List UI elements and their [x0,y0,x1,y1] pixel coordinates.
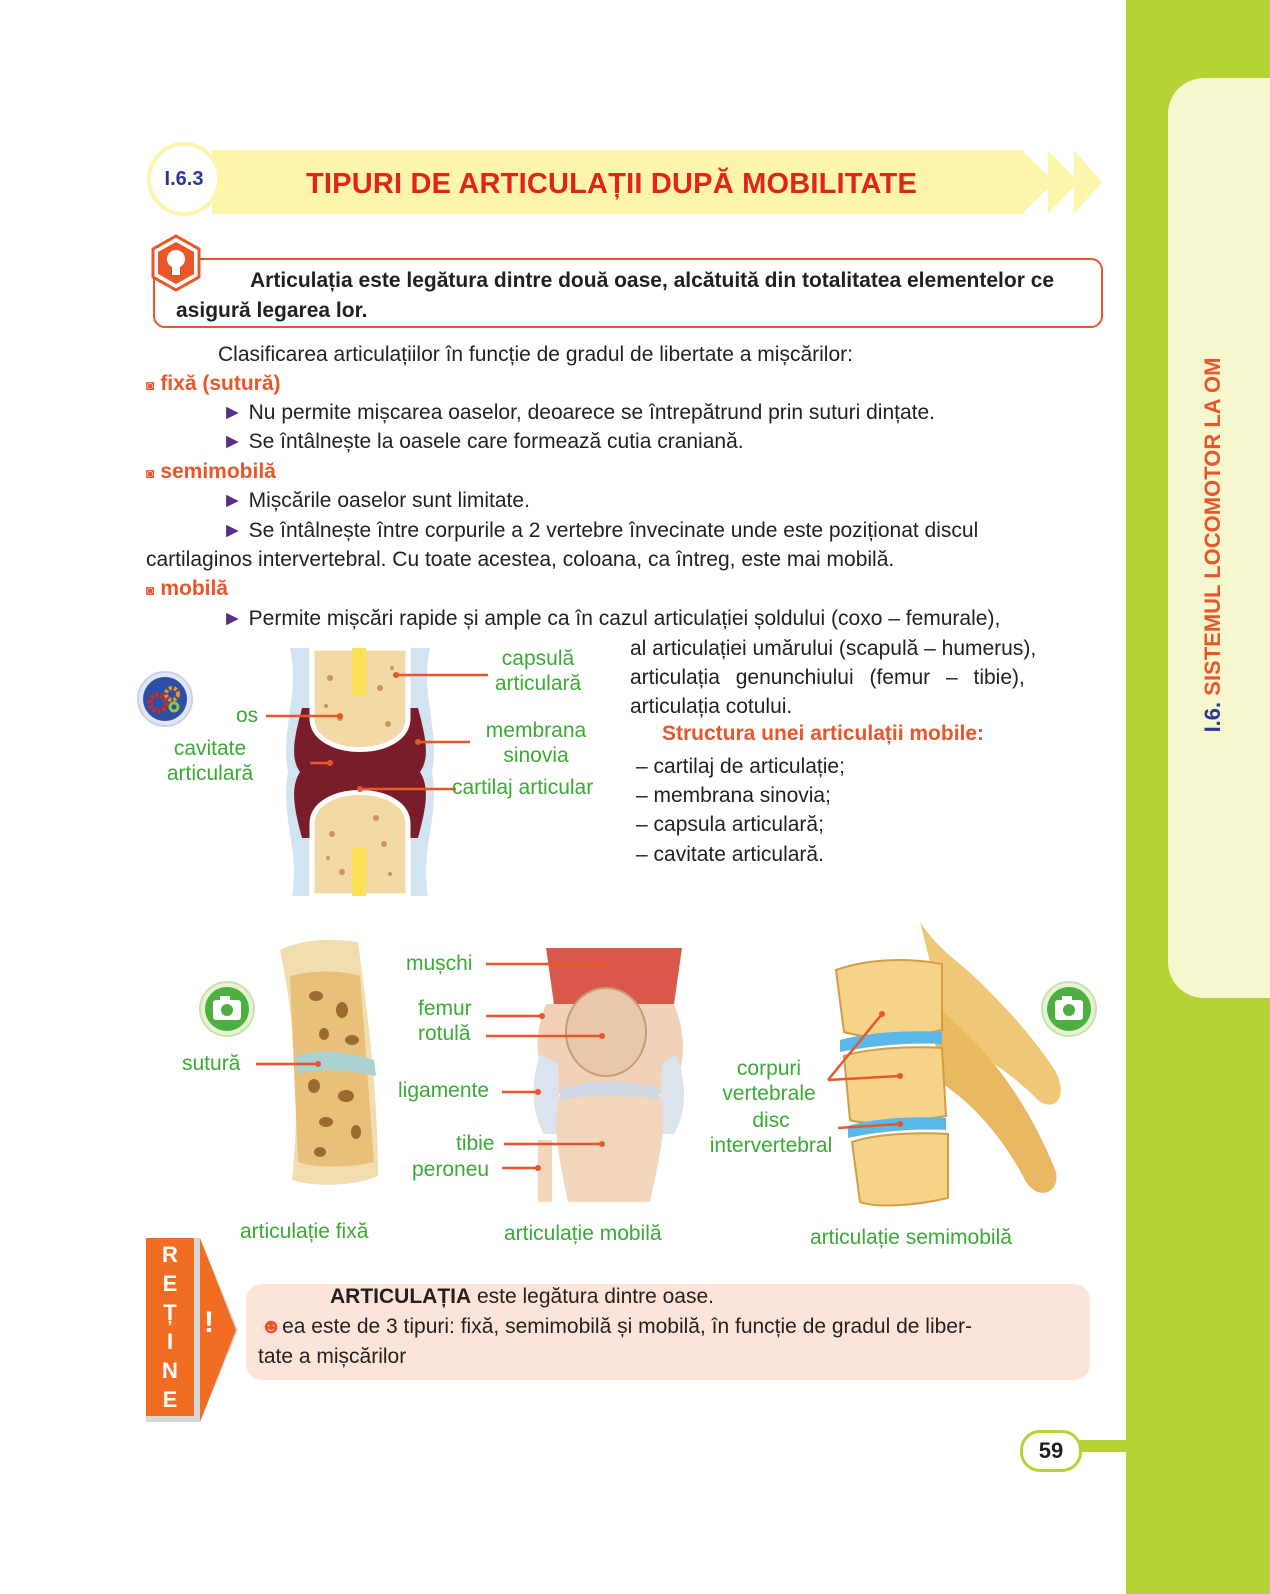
retine-line-1: ARTICULAȚIA este legătura dintre oase. [330,1285,714,1308]
type-mobila-heading: ◙ mobilă [146,577,228,600]
chapter-number: I.6. [1200,701,1225,733]
knee-leader-lines [480,952,620,1182]
semimobila-point-2: ► Se întâlnește între corpurile a 2 vertebre învecinate unde este poziționat discul [222,519,979,542]
caption-fixa: articulație fixă [240,1220,369,1243]
label-os: os [236,704,259,727]
structure-item: – membrana sinovia; [636,784,831,807]
retine-label: R E Ț I N E [162,1242,178,1412]
bullet-square-icon: ◙ [146,377,155,393]
retine-line-3: tate a mișcărilor [258,1345,407,1368]
section-badge: I.6.3 [147,142,221,216]
section-title: TIPURI DE ARTICULAȚII DUPĂ MOBILITATE [306,168,917,200]
header-chevron [1074,150,1102,214]
camera-icon [198,980,256,1038]
structure-item: – cavitate articulară. [636,843,824,866]
label-membrana: membrana sinovia [485,719,587,767]
mobila-point-1-d: articulația cotului. [630,695,793,718]
chapter-title [1178,320,1248,770]
caption-semimobila: articulație semimobilă [810,1226,1012,1249]
triangle-bullet-icon: ► [222,401,243,424]
smiley-icon: ☻ [260,1315,283,1338]
structure-title: Structura unei articulații mobile: [662,722,985,745]
semimobila-point-2-cont: cartilaginos intervertebral. Cu toate acestea, coloana, ca întreg, este mai mobilă. [146,548,895,571]
bullet-square-icon: ◙ [146,582,155,598]
chapter-name: SISTEMUL LOCOMOTOR LA OM [1200,357,1225,696]
label-muschi: mușchi [406,952,473,975]
triangle-bullet-icon: ► [222,430,243,453]
type-fixa-heading: ◙ fixă (sutură) [146,372,281,395]
mobila-point-1-c: articulația genunchiului (femur – tibie), [630,666,1025,689]
intro-text: Clasificarea articulațiilor în funcție de gradul de libertate a mișcărilor: [218,343,853,366]
type-semimobila-heading: ◙ semimobilă [146,460,276,483]
caption-mobila: articulație mobilă [504,1222,662,1245]
label-tibie: tibie [456,1132,495,1155]
definition-text: Articulația este legătura dintre două oase, alcătuită din totalitatea elementelor ce asigură legarea lor. [176,269,1055,322]
label-capsula: capsulă articulară [494,647,582,695]
structure-item: – cartilaj de articulație; [636,755,845,778]
label-ligamente: ligamente [398,1079,490,1102]
label-disc-intervertebral: disc intervertebral [709,1109,833,1157]
semimobila-point-1: ► Mișcările oaselor sunt limitate. [222,489,530,512]
sutura-leader-line [254,1056,324,1072]
bullet-square-icon: ◙ [146,465,155,481]
gears-icon [136,670,194,728]
label-sutura: sutură [182,1052,241,1075]
structure-item: – capsula articulară; [636,813,824,836]
triangle-bullet-icon: ► [222,519,243,542]
exclamation-icon: ! [204,1306,214,1339]
mobila-point-1-b: al articulației umărului (scapulă – humerus), [630,637,1037,660]
label-femur: femur [418,997,472,1020]
page-number: 59 [1020,1430,1082,1472]
label-cartilaj: cartilaj articular [452,776,594,799]
fixa-point-2: ► Se întâlnește la oasele care formează cutia craniană. [222,430,744,453]
retine-line-2: ☻ea este de 3 tipuri: fixă, semimobilă și mobilă, în funcție de gradul de liber- [260,1315,972,1338]
label-peroneu: peroneu [412,1158,490,1181]
label-corpuri-vertebrale: corpuri vertebrale [722,1057,816,1105]
triangle-bullet-icon: ► [222,607,243,630]
mobila-point-1: ► Permite mișcări rapide și ample ca în cazul articulației șoldului (coxo – femurale), [222,607,1001,630]
label-cavitate: cavitate articulară [166,737,254,785]
label-rotula: rotulă [418,1022,471,1045]
triangle-bullet-icon: ► [222,489,243,512]
fixa-point-1: ► Nu permite mișcarea oaselor, deoarece se întrepătrund prin suturi dințate. [222,401,936,424]
